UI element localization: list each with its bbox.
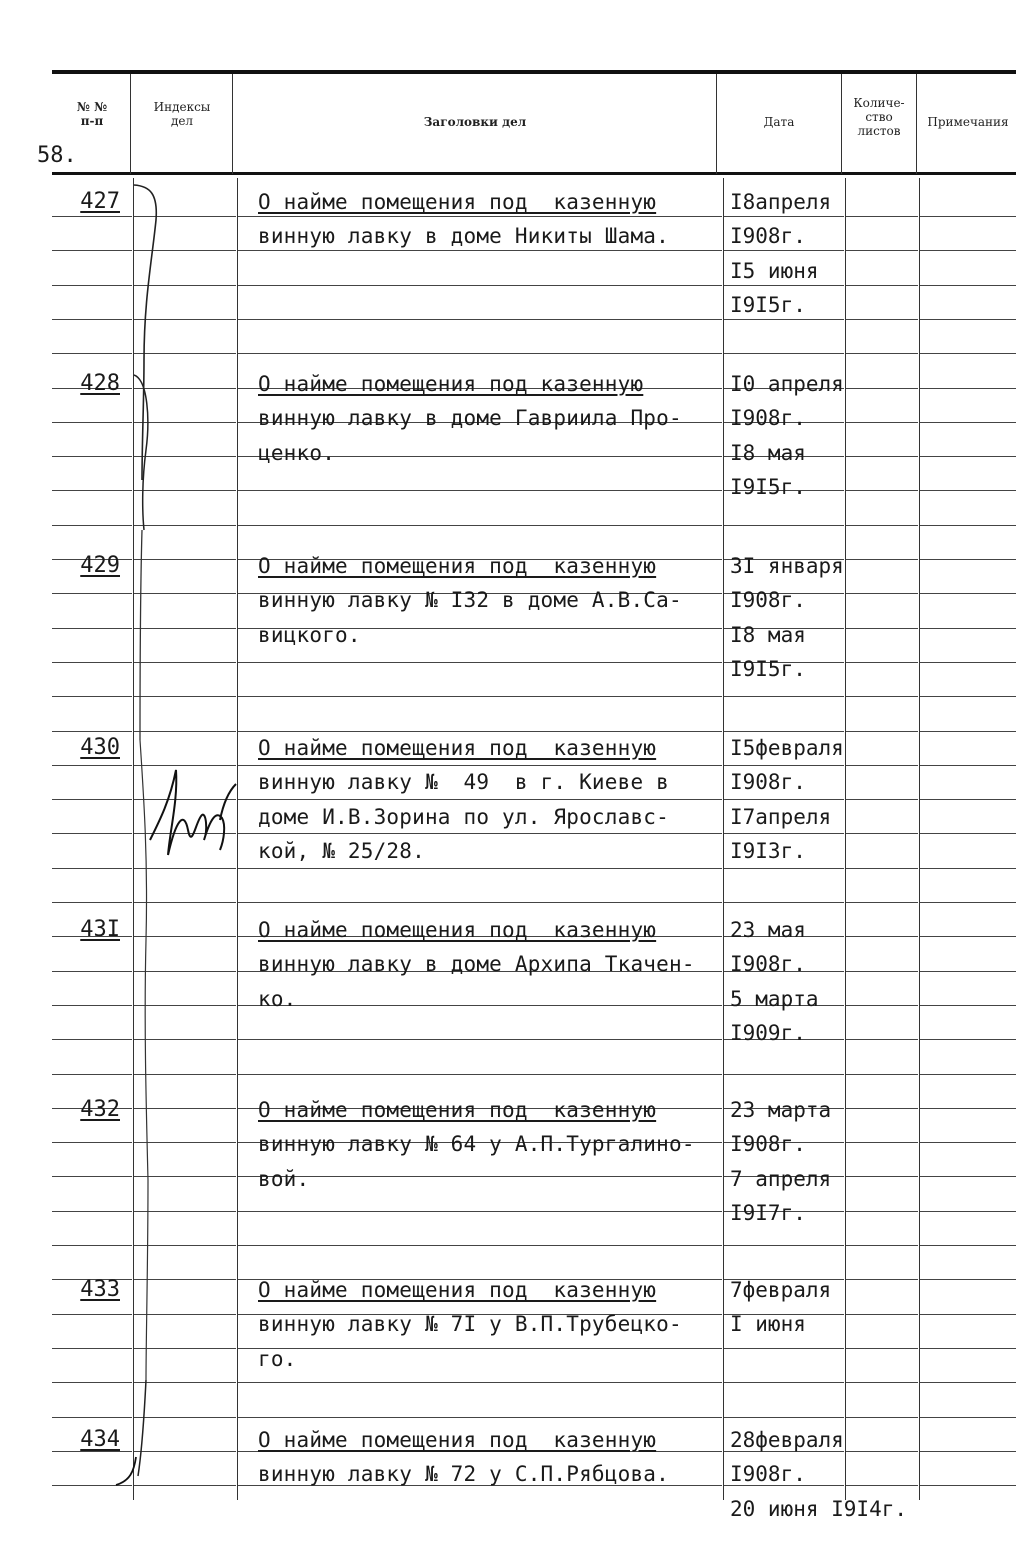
ruled-line [920,1279,1016,1280]
page-number: 58. [37,143,77,168]
entry-date-line: 20 июня I9I4г. [730,1497,908,1521]
ruled-line [846,731,918,732]
ruled-line [920,1176,1016,1177]
ruled-line [52,1348,132,1349]
ruled-line [238,319,722,320]
ruled-line [52,490,132,491]
ruled-line [920,353,1016,354]
ruled-line [920,1451,1016,1452]
entry-date-line: I908г. [730,406,806,430]
ruled-line [846,1039,918,1040]
ruled-line [52,799,132,800]
entry-title-line: О найме помещения под казенную [258,1278,657,1302]
ruled-line [52,1039,132,1040]
ruled-line [920,559,1016,560]
entry-date-line: 7февраля [730,1278,832,1302]
entry-title-line: винную лавку в доме Гавриила Про- [258,406,682,430]
ruled-line [52,696,132,697]
ruled-line [724,731,844,732]
ruled-line [238,1417,722,1418]
ruled-line [52,971,132,972]
entry-date-line: 23 мая [730,918,806,942]
ruled-line [920,525,1016,526]
ruled-line [238,662,722,663]
ruled-line [724,902,844,903]
entry-date-line: I9I3г. [730,839,806,863]
entry-date-line: I июня [730,1312,806,1336]
ruled-line [52,1314,132,1315]
ruled-line [920,456,1016,457]
ruled-line [920,1039,1016,1040]
ruled-line [920,422,1016,423]
ruled-line [238,1382,722,1383]
entry-title-line: винную лавку в доме Архипа Ткачен- [258,952,695,976]
ruled-line [238,353,722,354]
ruled-line [846,490,918,491]
ruled-line [920,1142,1016,1143]
header-separator [716,74,717,174]
entry-date-line: 5 марта [730,987,819,1011]
ruled-line [920,1485,1016,1486]
ruled-line [920,285,1016,286]
ruled-line [52,662,132,663]
entry-title-line: О найме помещения под казенную [258,736,657,760]
header-notes: Примечания [927,115,1009,129]
ruled-line [920,1245,1016,1246]
ruled-line [920,1005,1016,1006]
ruled-line [52,319,132,320]
ruled-line [846,388,918,389]
ruled-line [52,1074,132,1075]
ruled-line [846,1005,918,1006]
entry-number: 427 [80,189,120,214]
ruled-line [846,559,918,560]
ruled-line [238,525,722,526]
entry-date-line: I908г. [730,1132,806,1156]
ruled-line [52,1417,132,1418]
ruled-line [920,1417,1016,1418]
entry-title-line: винную лавку № 64 у А.П.Тургалино- [258,1132,695,1156]
entry-date-line: I908г. [730,770,806,794]
entry-title-line: винную лавку в доме Никиты Шама. [258,224,669,248]
ruled-line [724,285,844,286]
ruled-line [724,799,844,800]
ruled-line [846,1451,918,1452]
ruled-line [52,731,132,732]
signature-mark [140,760,240,870]
entry-title-line: О найме помещения под казенную [258,190,657,214]
ruled-line [724,1245,844,1246]
ruled-line [920,1348,1016,1349]
entry-title-line: О найме помещения под казенную [258,1098,657,1122]
entry-date-line: I7апреля [730,805,832,829]
entry-date-line: I9I5г. [730,657,806,681]
ruled-line [724,250,844,251]
check-mark [112,1455,152,1495]
entry-title-line: доме И.В.Зорина по ул. Ярославс- [258,805,669,829]
entry-date-line: I5февраля [730,736,844,760]
ruled-line [52,1382,132,1383]
ruled-line [846,1211,918,1212]
ruled-line [846,1279,918,1280]
ruled-line [724,1348,844,1349]
entry-title-line: О найме помещения под казенную [258,554,657,578]
entry-title-line: ко. [258,987,297,1011]
ruled-line [846,593,918,594]
ruled-line [846,422,918,423]
ruled-line [238,285,722,286]
column-separator [845,178,846,1500]
ruled-line [920,490,1016,491]
ruled-line [52,593,132,594]
ruled-line [238,696,722,697]
entry-title-line: ценко. [258,441,336,465]
ruled-line [238,1245,722,1246]
ruled-line [52,1211,132,1212]
ruled-line [846,936,918,937]
ruled-line [846,696,918,697]
ruled-line [846,1417,918,1418]
entry-date-line: I9I7г. [730,1201,806,1225]
ruled-line [846,250,918,251]
ruled-line [846,799,918,800]
entry-title-line: кой, № 25/28. [258,839,425,863]
ruled-line [920,1074,1016,1075]
entry-number: 432 [80,1097,120,1122]
entry-title-line: винную лавку № 7I у В.П.Трубецко- [258,1312,682,1336]
ruled-line [238,902,722,903]
ruled-line [724,833,844,834]
ruled-line [920,696,1016,697]
ruled-line [52,628,132,629]
ruled-line [920,731,1016,732]
entry-date-line: I8апреля [730,190,832,214]
header-sheets: Количе- ство листов [853,96,905,138]
ruled-line [846,1245,918,1246]
entry-date-line: I9I5г. [730,475,806,499]
ruled-line [724,216,844,217]
ruled-line [846,1485,918,1486]
ruled-line [238,765,722,766]
ruled-line [846,1348,918,1349]
entry-number: 428 [80,371,120,396]
entry-title-line: О найме помещения под казенную [258,918,657,942]
ruled-line [846,1142,918,1143]
ruled-line [920,628,1016,629]
ruled-line [52,902,132,903]
ruled-line [238,799,722,800]
header-separator [841,74,842,174]
entry-date-line: I908г. [730,1462,806,1486]
ruled-line [238,1039,722,1040]
ruled-line [52,285,132,286]
column-separator [723,178,724,1500]
ruled-line [920,388,1016,389]
ruled-line [846,216,918,217]
entry-number: 429 [80,553,120,578]
ruled-line [724,696,844,697]
ruled-line [920,868,1016,869]
ruled-line [724,1417,844,1418]
ruled-line [52,456,132,457]
ruled-line [920,1211,1016,1212]
ruled-line [920,250,1016,251]
entry-title-line: вицкого. [258,623,361,647]
ruled-line [846,662,918,663]
ruled-line [846,1074,918,1075]
ruled-line [52,250,132,251]
ruled-line [920,216,1016,217]
ruled-line [846,1176,918,1177]
ruled-line [724,1382,844,1383]
ruled-line [238,490,722,491]
ruled-line [52,216,132,217]
column-separator [919,178,920,1500]
ruled-line [238,1211,722,1212]
entry-title-line: О найме помещения под казенную [258,372,644,396]
ruled-line [920,936,1016,937]
ruled-line [846,765,918,766]
ruled-line [846,525,918,526]
ruled-line [846,902,918,903]
entry-title-line: винную лавку № 72 у С.П.Рябцова. [258,1462,669,1486]
ruled-line [52,868,132,869]
entry-number: 430 [80,735,120,760]
ruled-line [920,1314,1016,1315]
entry-title-line: винную лавку № 49 в г. Киеве в [258,770,669,794]
ruled-line [846,285,918,286]
entry-title-line: го. [258,1347,297,1371]
header-separator [232,74,233,174]
ruled-line [724,868,844,869]
ruled-line [52,353,132,354]
header-top-rule [52,70,1016,74]
ruled-line [846,1108,918,1109]
header-index: Индексы дел [153,100,211,128]
entry-title-line: О найме помещения под казенную [258,1428,657,1452]
ruled-line [238,1005,722,1006]
ruled-line [238,731,722,732]
ruled-line [52,525,132,526]
ruled-line [920,799,1016,800]
ruled-line [724,765,844,766]
entry-date-line: 28февраля [730,1428,844,1452]
ruled-line [846,1314,918,1315]
ruled-line [920,902,1016,903]
entry-date-line: I908г. [730,224,806,248]
entry-date-line: I909г. [730,1021,806,1045]
ruled-line [846,833,918,834]
ruled-line [52,1176,132,1177]
ruled-line [920,765,1016,766]
header-separator [916,74,917,174]
entry-date-line: I9I5г. [730,293,806,317]
entry-title-line: вой. [258,1167,310,1191]
ruled-line [238,1074,722,1075]
ruled-line [846,868,918,869]
ruled-line [920,593,1016,594]
entry-date-line: I8 мая [730,441,806,465]
header-number: № № п-п [76,100,108,128]
entry-date-line: I5 июня [730,259,819,283]
ruled-line [238,216,722,217]
header-title: Заголовки дел [423,115,527,129]
ruled-line [238,868,722,869]
ruled-line [52,1142,132,1143]
entry-date-line: I0 апреля [730,372,844,396]
entry-number: 43I [80,917,120,942]
header-date: Дата [763,115,795,129]
ruled-line [846,353,918,354]
ruled-line [724,1074,844,1075]
ruled-line [724,525,844,526]
ruled-line [920,662,1016,663]
entry-date-line: 7 апреля [730,1167,832,1191]
ruled-line [920,319,1016,320]
ruled-line [238,1176,722,1177]
entry-date-line: I8 мая [730,623,806,647]
header-bottom-rule [52,172,1016,175]
header-separator [130,74,131,174]
ruled-line [846,971,918,972]
entry-number: 434 [80,1427,120,1452]
ruled-line [846,628,918,629]
ruled-line [52,1245,132,1246]
ruled-line [846,319,918,320]
ruled-line [238,833,722,834]
ruled-line [920,833,1016,834]
entry-date-line: 3I января [730,554,844,578]
ruled-line [52,765,132,766]
entry-date-line: I908г. [730,952,806,976]
ruled-line [238,1348,722,1349]
ruled-line [846,456,918,457]
entry-date-line: I908г. [730,588,806,612]
ruled-line [52,833,132,834]
entry-number: 433 [80,1277,120,1302]
ruled-line [724,353,844,354]
ruled-line [920,1382,1016,1383]
ruled-line [846,1382,918,1383]
entry-title-line: винную лавку № I32 в доме А.В.Са- [258,588,682,612]
ruled-line [724,319,844,320]
ruled-line [52,1005,132,1006]
ruled-line [52,422,132,423]
entry-date-line: 23 марта [730,1098,832,1122]
ruled-line [920,1108,1016,1109]
ruled-line [920,971,1016,972]
ruled-line [238,250,722,251]
